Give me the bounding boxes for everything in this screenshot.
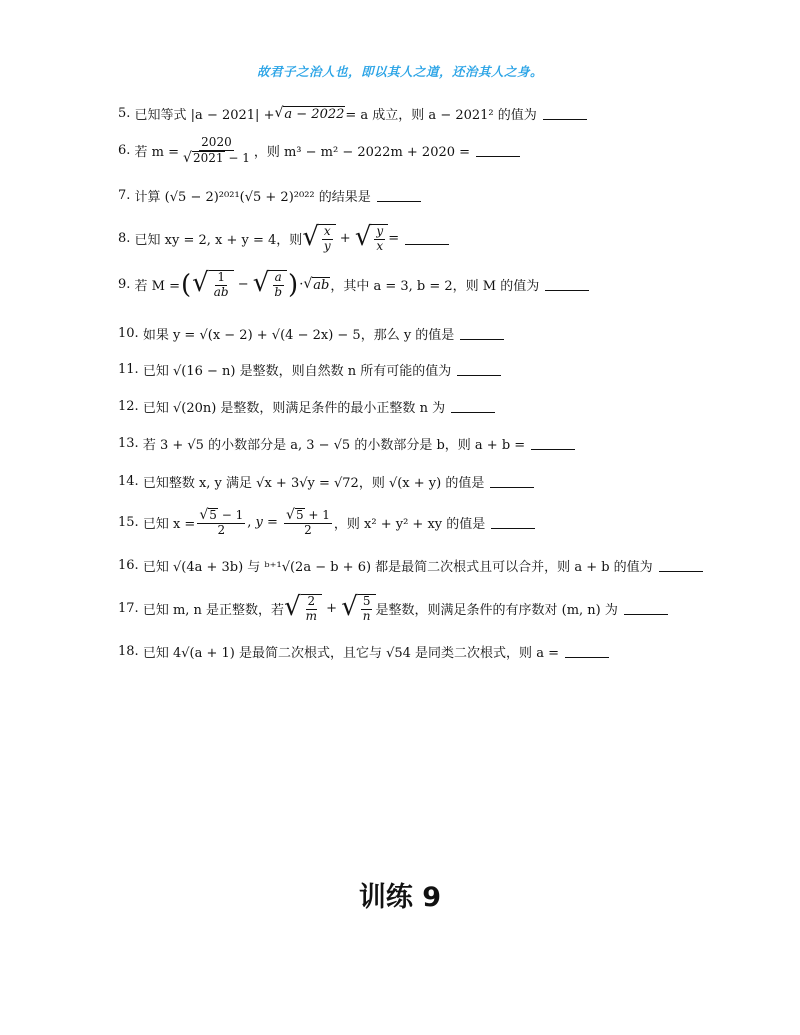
problem-text: 已知 √(16 − n) 是整数，则自然数 n 所有可能的值为: [142, 364, 452, 379]
fraction-y: √ 5 + 1 2: [286, 507, 330, 537]
answer-blank[interactable]: [565, 656, 609, 658]
denominator: √ 2021 − 1: [183, 149, 250, 166]
sqrt-one-over-ab: √ $\frac{1}{ab}$: [192, 270, 233, 300]
problem-text-post: ，则 x² + y² + xy 的值是: [333, 517, 486, 533]
problem-6: [118, 136, 520, 166]
answer-blank[interactable]: [543, 118, 587, 120]
denominator-rest: − 1: [224, 150, 250, 165]
sqrt: √ a − 2022: [274, 104, 345, 122]
answer-blank[interactable]: [490, 486, 534, 488]
problem-9: 9. 若 M = ( √ $\frac{1}{ab}$ − √ $\frac{a}{b}$ ) · √ ab ，其中 a = 3, b = 2，则 M 的值为: [118, 270, 589, 300]
problem-number: 16.: [118, 558, 139, 573]
section-title: 训练 9: [358, 882, 442, 913]
header-motto: 故君子之治人也，即以其人之道，还治其人之身。: [256, 64, 543, 79]
problem-number: 9.: [118, 277, 131, 293]
problem-number: 14.: [118, 474, 139, 489]
problem-number: 11.: [118, 362, 139, 377]
problem-text-post: 是整数，则满足条件的有序数对 (m, n) 为: [375, 603, 618, 619]
problem-text-pre: 已知等式 |a − 2021| +: [134, 108, 275, 123]
problem-text-pre: 已知 m, n 是正整数，若: [142, 603, 285, 619]
problem-15: 15. 已知 x = √ 5 − 1 2 , y = √ 5 + 1 2 ，则 x² + y² + xy 的值是: [118, 508, 535, 538]
numerator: 2020: [201, 135, 232, 149]
problem-number: 5.: [118, 106, 131, 121]
problem-text: 已知 4√(a + 1) 是最简二次根式，且它与 √54 是同类二次根式，则 a =: [142, 646, 559, 661]
problem-text: 若 3 + √5 的小数部分是 a, 3 − √5 的小数部分是 b，则 a + b =: [142, 438, 526, 453]
sqrt-x-over-y: √ $\frac{x}{y}$: [302, 224, 335, 254]
answer-blank[interactable]: [659, 570, 703, 572]
answer-blank[interactable]: [476, 155, 520, 157]
problem-text: 已知 √(4a + 3b) 与 ᵇ⁺¹√(2a − b + 6) 都是最简二次根式且可以合并，则 a + b 的值为: [142, 560, 653, 575]
problem-text-pre: 若 M =: [134, 279, 181, 295]
answer-blank[interactable]: [405, 243, 449, 245]
problem-text: 已知 √(20n) 是整数，则满足条件的最小正整数 n 为: [142, 401, 446, 416]
problem-number: 18.: [118, 644, 139, 659]
answer-blank[interactable]: [377, 200, 421, 202]
answer-blank[interactable]: [460, 338, 504, 340]
sqrt-y-over-x: √ $\frac{y}{x}$: [355, 224, 388, 254]
problem-10: [118, 324, 504, 343]
radicand: a − 2022: [284, 106, 345, 122]
sqrt-ab: √ ab: [303, 275, 330, 293]
answer-blank[interactable]: [545, 289, 589, 291]
problem-text-post: ，则 m³ − m² − 2022m + 2020 =: [253, 145, 471, 161]
problem-number: 12.: [118, 399, 139, 414]
problem-text-post: = a 成立，则 a − 2021² 的值为: [345, 108, 537, 123]
problem-12: [118, 397, 495, 416]
fraction: [181, 136, 252, 166]
problem-17: 17. 已知 m, n 是正整数，若 √ $\frac{2}{m}$ + √ $\frac{5}{n}$ 是整数，则满足条件的有序数对 (m, n) 为: [118, 594, 668, 624]
problem-11: [118, 360, 501, 379]
problem-number: 7.: [118, 188, 131, 203]
problem-number: 6.: [118, 143, 131, 159]
problem-text-post: ，其中 a = 3, b = 2，则 M 的值为: [330, 279, 540, 295]
answer-blank[interactable]: [457, 374, 501, 376]
answer-blank[interactable]: [491, 527, 535, 529]
problem-number: 17.: [118, 601, 139, 617]
problem-13: [118, 434, 575, 453]
problem-number: 15.: [118, 515, 139, 531]
problem-16: [118, 556, 703, 575]
answer-blank[interactable]: [624, 613, 668, 615]
problem-text: 计算 (√5 − 2)²⁰²¹(√5 + 2)²⁰²² 的结果是: [134, 190, 371, 205]
problem-18: [118, 642, 609, 661]
sqrt-a-over-b: √ $\frac{a}{b}$: [253, 270, 287, 300]
answer-blank[interactable]: [531, 448, 575, 450]
problem-text-pre: 已知 x =: [142, 517, 196, 533]
problem-text-post: =: [388, 231, 400, 247]
sqrt-2-over-m: √ $\frac{2}{m}$: [284, 594, 322, 624]
sqrt-5-over-n: √ $\frac{5}{n}$: [341, 594, 375, 624]
problem-text: 已知整数 x, y 满足 √x + 3√y = √72，则 √(x + y) 的值是: [142, 476, 485, 491]
problem-number: 13.: [118, 436, 139, 451]
problem-8: 8. 已知 xy = 2, x + y = 4，则 √ $\frac{x}{y}$ + √ $\frac{y}{x}$ =: [118, 224, 449, 254]
problem-text-pre: 已知 xy = 2, x + y = 4，则: [134, 233, 303, 249]
problem-7: [118, 186, 421, 205]
problem-number: 8.: [118, 231, 131, 247]
answer-blank[interactable]: [451, 411, 495, 413]
problem-14: [118, 472, 534, 491]
problem-5: [118, 104, 587, 123]
radicand: 2021: [192, 150, 224, 165]
fraction-x: √ 5 − 1 2: [199, 507, 244, 537]
problem-text: 如果 y = √(x − 2) + √(4 − 2x) − 5，那么 y 的值是: [142, 328, 455, 343]
problem-number: 10.: [118, 326, 139, 341]
problem-text-pre: 若 m =: [134, 145, 180, 161]
